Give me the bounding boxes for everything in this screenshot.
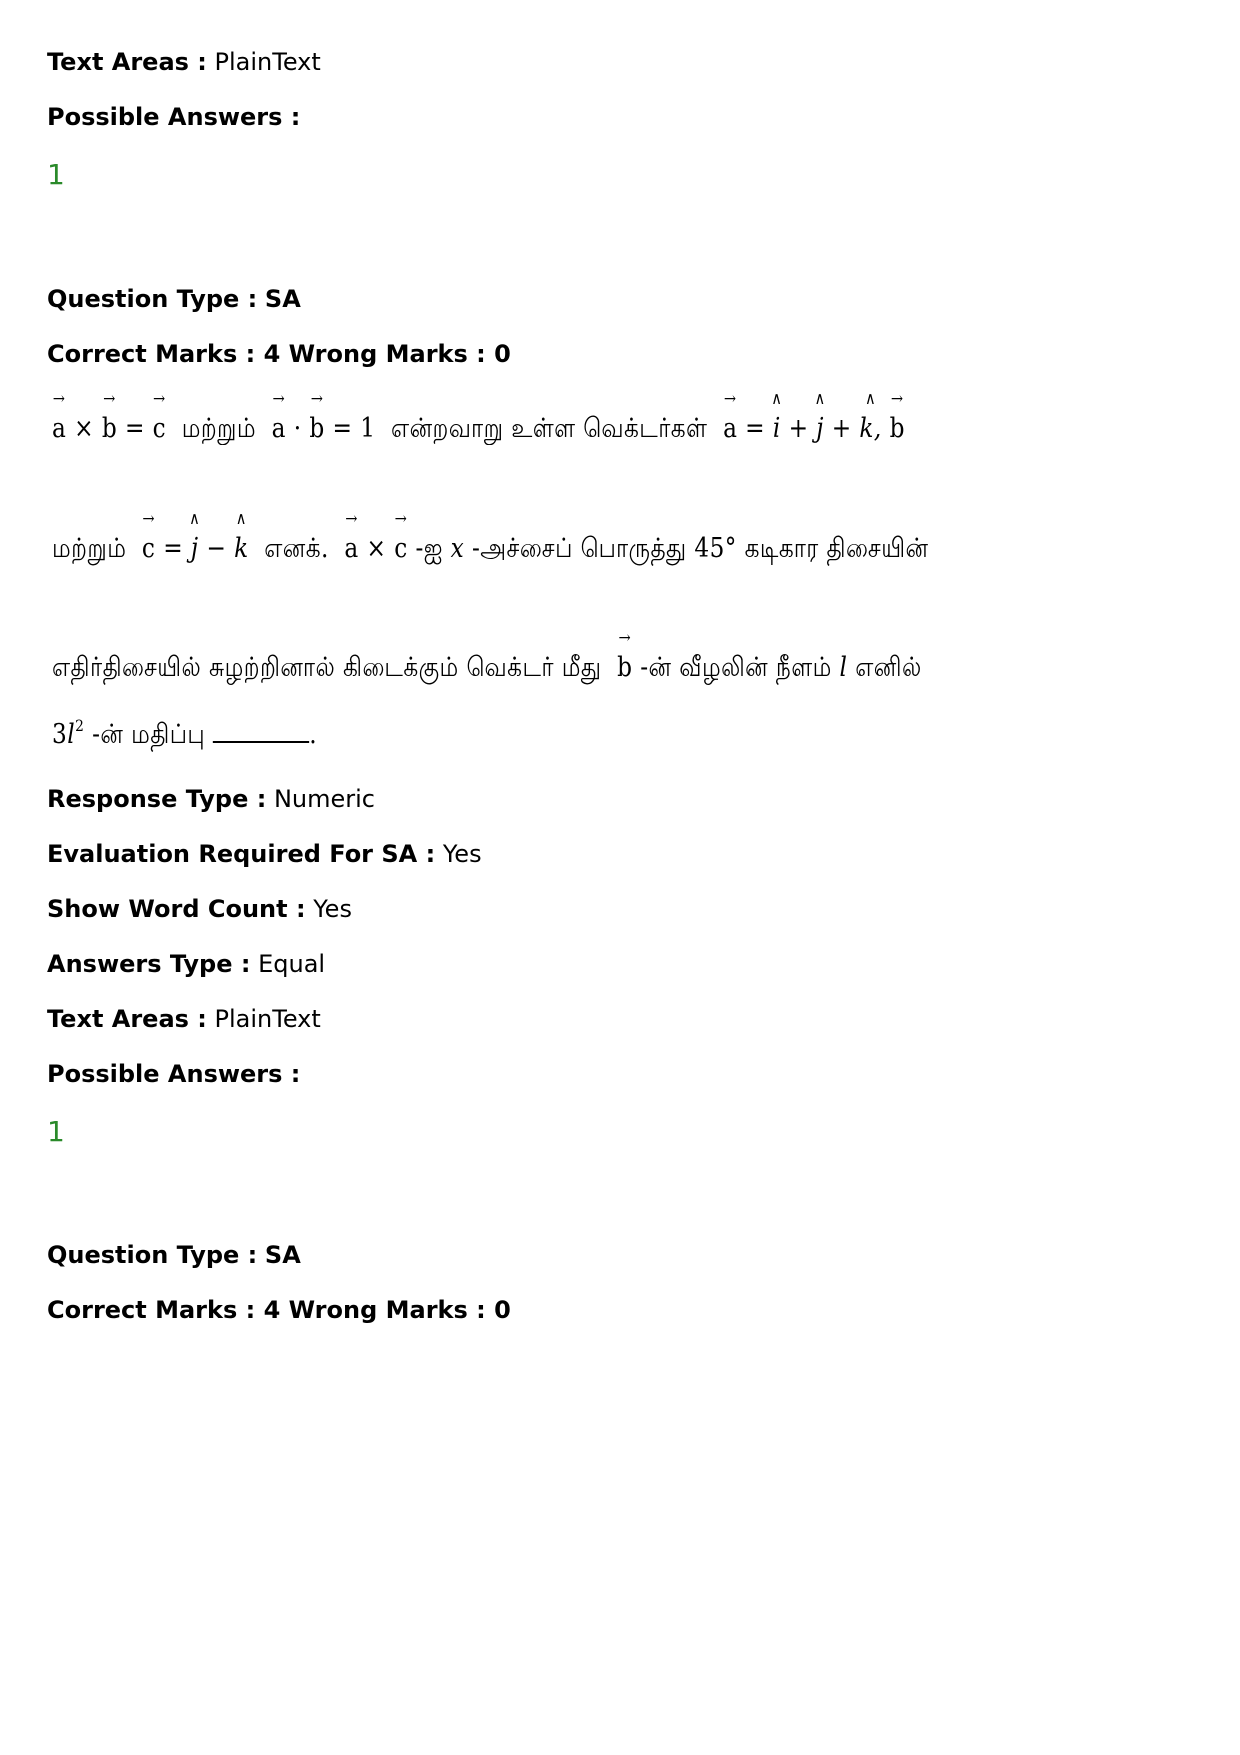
response-type-label: Response Type : (47, 785, 267, 813)
marks-label: Correct Marks : 4 Wrong Marks : 0 (47, 340, 511, 368)
answer-blank (213, 721, 309, 743)
word-count-row (47, 894, 352, 924)
question-type-value: SA (264, 1241, 301, 1269)
question-line-4: $3l^2$ -ன் மதிப்பு . (52, 716, 318, 750)
possible-answer-value: 1 (47, 158, 65, 191)
possible-answer-value: 1 (47, 1115, 65, 1148)
answers-type-row (47, 949, 325, 979)
question-line-3: எதிர்திசையில் சுழற்றினால் கிடைக்கும் வெக்டர் மீது → b -ன் வீழலின் நீளம் l எனில் (52, 628, 922, 683)
evaluation-value: Yes (442, 840, 482, 868)
question-type-row (47, 284, 301, 314)
vector-c: → c (152, 389, 167, 444)
answers-type-value: Equal (258, 950, 326, 978)
response-type-row (47, 784, 375, 814)
marks-row (47, 1295, 511, 1325)
possible-answers-row (47, 102, 300, 132)
response-type-value: Numeric (273, 785, 375, 813)
marks-row (47, 339, 511, 369)
marks-label: Correct Marks : 4 Wrong Marks : 0 (47, 1296, 511, 1324)
evaluation-row (47, 839, 482, 869)
text-areas-label: Text Areas : (47, 48, 207, 76)
word-count-label: Show Word Count : (47, 895, 306, 923)
possible-answers-row (47, 1059, 300, 1089)
possible-answers-label: Possible Answers : (47, 103, 301, 131)
question-line-1: → a × → b = → c மற்றும் → a · → b = 1 என்றவாறு உள்ள வெக்டர்கள் → a = ∧ i + ∧ j + ∧ k, → b (52, 389, 905, 444)
answers-type-label: Answers Type : (47, 950, 251, 978)
text-areas-value: PlainText (214, 1005, 321, 1033)
question-type-value: SA (264, 285, 301, 313)
text-areas-row (47, 1004, 321, 1034)
question-type-label: Question Type : (47, 1241, 258, 1269)
evaluation-label: Evaluation Required For SA : (47, 840, 436, 868)
question-line-2: மற்றும் → c = ∧ j − ∧ k எனக். → a × → c -ஐ x -அச்சைப் பொருத்து 45° கடிகார திசையின் (52, 509, 929, 564)
vector-a: → a (52, 389, 67, 444)
question-type-label: Question Type : (47, 285, 258, 313)
text-areas-label: Text Areas : (47, 1005, 207, 1033)
question-type-row (47, 1240, 301, 1270)
text-areas-value: PlainText (214, 48, 321, 76)
text-areas-row (47, 47, 321, 77)
vector-b: → b (101, 389, 118, 444)
word-count-value: Yes (313, 895, 352, 923)
possible-answers-label: Possible Answers : (47, 1060, 301, 1088)
